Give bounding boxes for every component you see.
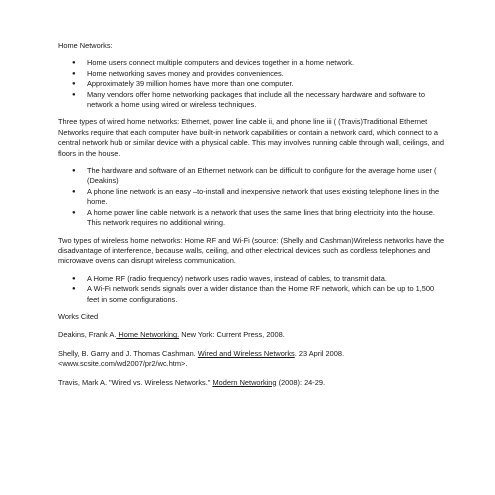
document-page [58, 41, 446, 396]
wired-networks-paragraph: Three types of wired home networks: Ethernet, power line cable ii, and phone line iii ( (Travis)Traditional Ethernet Networks require that each computer have built-in network capabilities or contain a network card, which connect to a central network hub or similar device with a physical cable. This may involves running cable through wall, ceilings, and floors in the house. [58, 117, 445, 158]
list-item [58, 79, 446, 89]
bullet-icon: ● [72, 70, 76, 77]
list-item-text: Home users connect multiple computers and devices together in a home network. [87, 58, 355, 68]
wireless-networks-paragraph: Two types of wireless home networks: Home RF and Wi-Fi (source: (Shelly and Cashman)Wireless networks have the disadvantage of interference, because walls, ceiling, and other electrical devices such as cordless telephones and microwave ovens can disrupt wireless communication. [58, 235, 445, 266]
bullet-icon: ● [72, 188, 76, 195]
citation-entry [58, 330, 446, 340]
citation-entry [58, 378, 446, 388]
home-networks-list [58, 58, 446, 110]
citation-text: (2008): 24-29. [276, 377, 326, 387]
bullet-icon: ● [72, 275, 76, 282]
list-item-text: Approximately 39 million homes have more than one computer. [87, 79, 294, 89]
list-item-text: The hardware and software of an Ethernet network can be difficult to configure for the average home user ( (Deakins) [87, 166, 437, 186]
citation-text: Deakins, Frank A. [58, 330, 117, 340]
citation-entry [58, 349, 446, 370]
works-cited-title: Works Cited [58, 311, 99, 321]
bullet-icon: ● [72, 286, 76, 293]
list-item-text: A Home RF (radio frequency) network uses radio waves, instead of cables, to transmit data. [87, 273, 387, 283]
citation-title: Home Networking. [116, 330, 180, 340]
list-item-text: A home power line cable network is a network that uses the same lines that bring electricity into the house. This network requires no additional wiring. [87, 207, 435, 228]
list-item [58, 208, 446, 229]
bullet-icon: ● [72, 81, 76, 88]
citation-text: Travis, Mark A. "Wired vs. Wireless Networks." [58, 377, 213, 387]
list-item-text: A phone line network is an easy –to-install and inexpensive network that uses existing telephone lines in the home. [87, 186, 440, 207]
list-item-text: A Wi-Fi network sends signals over a wider distance than the Home RF network, which can be up to 1,500 feet in some configurations. [87, 284, 435, 304]
section-heading-home-networks: Home Networks: [58, 41, 113, 50]
list-item [58, 69, 446, 79]
list-item [58, 284, 446, 305]
list-item [58, 166, 446, 187]
list-item [58, 90, 446, 111]
bullet-icon: ● [72, 60, 76, 67]
wireless-networks-list [58, 274, 446, 305]
citation-title: Wired and Wireless Networks [197, 348, 295, 358]
list-item [58, 274, 446, 284]
list-item-text: Home networking saves money and provides conveniences. [87, 68, 284, 78]
citation-text: Shelly, B. Garry and J. Thomas Cashman. [58, 348, 198, 358]
bullet-icon: ● [72, 168, 76, 175]
list-item [58, 58, 446, 68]
list-item [58, 187, 446, 208]
citation-text: New York: Current Press, 2008. [179, 330, 285, 340]
bullet-icon: ● [72, 91, 76, 98]
citation-text: . 23 April 2008. <www.scsite.com/wd2007/pr2/wc.htm>. [58, 348, 345, 369]
citation-title: Modern Networking [212, 377, 277, 387]
bullet-icon: ● [72, 209, 76, 216]
list-item-text: Many vendors offer home networking packages that include all the necessary hardware and software to network a home using wired or wireless techniques. [87, 89, 425, 110]
wired-networks-list [58, 166, 446, 228]
